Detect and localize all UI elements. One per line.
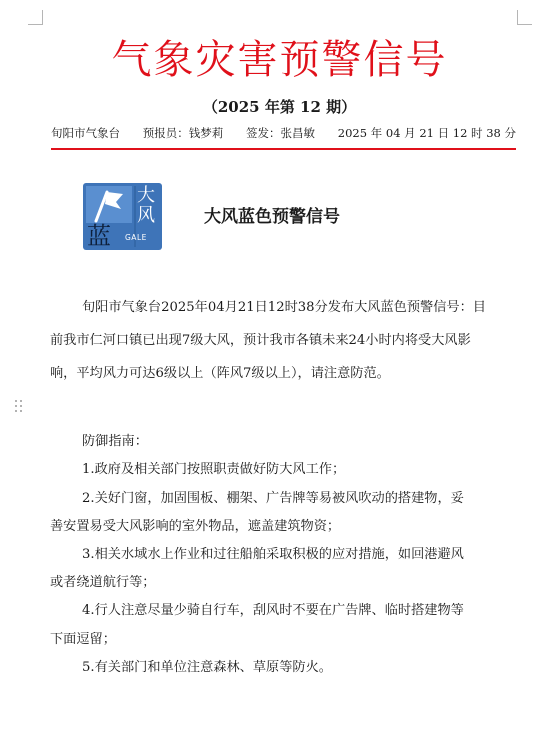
station-name: 旬阳市气象台 (51, 126, 120, 140)
guide-line-5: 或者绕道航行等； (50, 575, 156, 590)
signal-title: 大风蓝色预警信号 (204, 207, 340, 227)
guide-line-7: 下面逗留； (50, 632, 116, 647)
intro-line-2: 前我市仁河口镇已出现7级大风，预计我市各镇未来24小时内将受大风影 (50, 333, 471, 348)
icon-caption: GALE (125, 233, 147, 242)
guide-line-4: 3.相关水域水上作业和过往船舶采取积极的应对措施，如回港避风 (82, 547, 464, 562)
issuer-name: 签发：张昌敏 (246, 126, 316, 140)
forecaster-name: 预报员：钱梦莉 (142, 126, 224, 140)
document-title: 气象灾害预警信号 (111, 37, 448, 83)
guide-line-2: 2.关好门窗，加固围板、棚架、广告牌等易被风吹动的搭建物，妥 (82, 491, 464, 506)
issue-number: （2025 年第 12 期） (202, 98, 357, 116)
icon-char-feng: 风 (137, 205, 155, 226)
header-divider (51, 148, 516, 150)
guide-line-1: 1.政府及相关部门按照职责做好防大风工作； (82, 462, 346, 477)
guide-title: 防御指南： (82, 434, 148, 449)
header-meta (51, 123, 516, 143)
crop-mark-top-left (28, 10, 43, 25)
intro-line-1: 旬阳市气象台2025年04月21日12时38分发布大风蓝色预警信号：目 (82, 300, 486, 315)
icon-level-char: 蓝 (87, 222, 111, 250)
gale-blue-warning-icon (83, 183, 162, 250)
guide-line-6: 4.行人注意尽量少骑自行车，刮风时不要在广告牌、临时搭建物等 (82, 603, 464, 618)
crop-mark-top-right (517, 10, 532, 25)
intro-line-3: 响，平均风力可达6级以上（阵风7级以上），请注意防范。 (50, 366, 390, 381)
guide-line-3: 善安置易受大风影响的室外物品，遮盖建筑物资； (50, 519, 341, 534)
guide-line-8: 5.有关部门和单位注意森林、草原等防火。 (82, 660, 332, 675)
issue-datetime: 2025 年 04 月 21 日 12 时 38 分 (337, 126, 516, 140)
icon-char-da: 大 (137, 185, 155, 206)
drag-handle-icon[interactable] (15, 400, 25, 416)
